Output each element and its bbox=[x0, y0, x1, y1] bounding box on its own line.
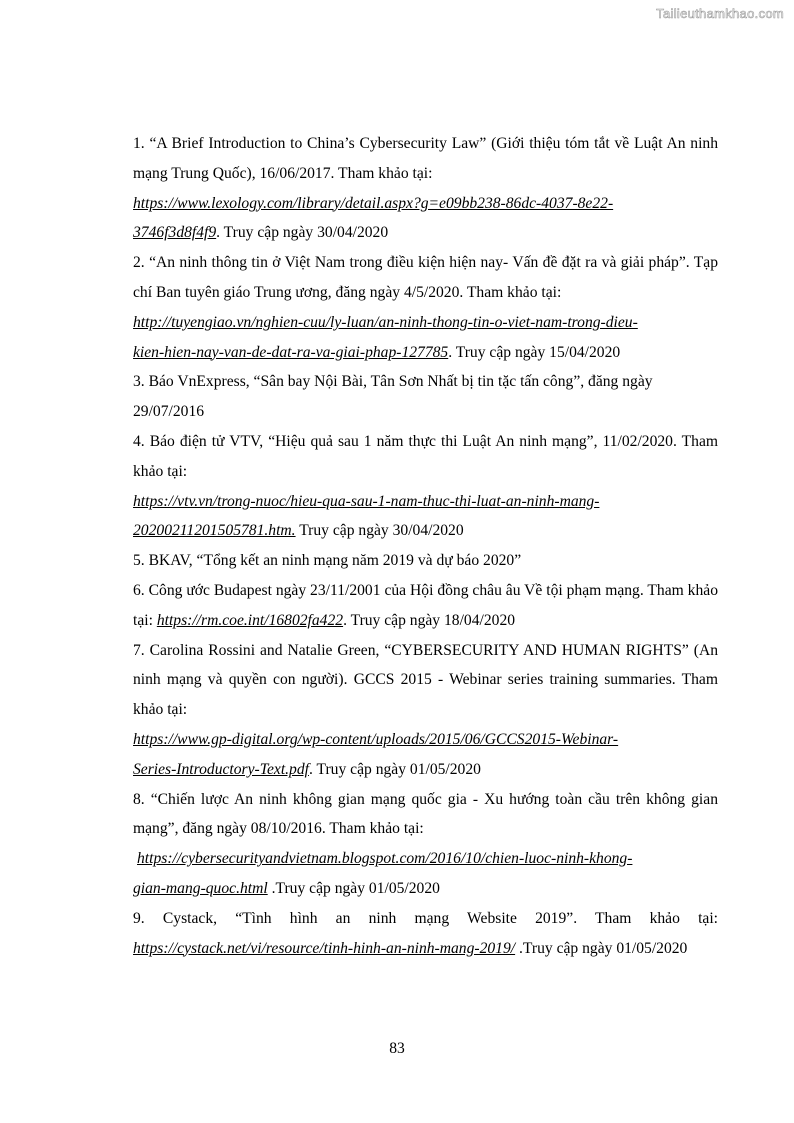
reference-text: 7. Carolina Rossini and Natalie Green, “CYBERSECURITY AND HUMAN RIGHTS” (An ninh mạng và quyền con người). GCCS 2015 - Webinar series training summaries. Tham khảo tại: bbox=[133, 641, 718, 719]
access-date: .Truy cập ngày 01/05/2020 bbox=[515, 939, 688, 957]
reference-link[interactable]: https://www.lexology.com/library/detail.aspx?g=e09bb238-86dc-4037-8e22- bbox=[133, 194, 614, 212]
reference-text: 3. Báo VnExpress, “Sân bay Nội Bài, Tân Sơn Nhất bị tin tặc tấn công”, đăng ngày 29/07/2016 bbox=[133, 373, 653, 421]
reference-link-continued[interactable]: 20200211201505781.htm. bbox=[133, 522, 296, 540]
access-date: . Truy cập ngày 01/05/2020 bbox=[308, 760, 481, 778]
reference-link-continued[interactable]: gian-mang-quoc.html bbox=[133, 879, 268, 897]
reference-item-2 bbox=[133, 248, 718, 367]
reference-link[interactable]: https://vtv.vn/trong-nuoc/hieu-qua-sau-1-nam-thuc-thi-luat-an-ninh-mang- bbox=[133, 492, 600, 510]
page-number: 83 bbox=[389, 1040, 405, 1057]
reference-text: 4. Báo điện tử VTV, “Hiệu quả sau 1 năm thực thi Luật An ninh mạng”, 11/02/2020. Tham khảo tại: bbox=[133, 432, 718, 480]
reference-item-8 bbox=[133, 785, 718, 904]
reference-text: 8. “Chiến lược An ninh không gian mạng quốc gia - Xu hướng toàn cầu trên không gian mạng”, đăng ngày 08/10/2016. Tham khảo tại: bbox=[133, 790, 718, 838]
reference-item-5 bbox=[133, 546, 718, 576]
access-date: .Truy cập ngày 01/05/2020 bbox=[267, 879, 440, 897]
reference-link[interactable]: https://www.gp-digital.org/wp-content/uploads/2015/06/GCCS2015-Webinar- bbox=[133, 730, 619, 748]
reference-text: 9. Cystack, “Tình hình an ninh mạng Website 2019”. Tham khảo tại: bbox=[133, 909, 718, 927]
reference-item-1 bbox=[133, 129, 718, 248]
reference-text: 6. Công ước Budapest ngày 23/11/2001 của Hội đồng châu âu Về tội phạm mạng. Tham khảo tại: bbox=[133, 581, 718, 629]
access-date: . Truy cập ngày 30/04/2020 bbox=[216, 224, 389, 242]
site-watermark: Tailieuthamkhao.com bbox=[656, 6, 784, 21]
reference-link[interactable]: https://cystack.net/vi/resource/tinh-hinh-an-ninh-mang-2019/ bbox=[133, 939, 516, 957]
reference-item-3 bbox=[133, 367, 718, 427]
reference-link[interactable]: https://cybersecurityandvietnam.blogspot.com/2016/10/chien-luoc-ninh-khong- bbox=[137, 850, 633, 868]
reference-list bbox=[133, 129, 718, 963]
access-date: Truy cập ngày 30/04/2020 bbox=[295, 522, 464, 540]
reference-link[interactable]: https://rm.coe.int/16802fa422 bbox=[156, 611, 344, 629]
reference-text: 5. BKAV, “Tổng kết an ninh mạng năm 2019 và dự báo 2020” bbox=[133, 552, 522, 570]
access-date: . Truy cập ngày 18/04/2020 bbox=[343, 611, 516, 629]
reference-link-continued[interactable]: 3746f3d8f4f9 bbox=[133, 224, 217, 242]
reference-link-continued[interactable]: kien-hien-nay-van-de-dat-ra-va-giai-phap-127785 bbox=[133, 343, 449, 361]
access-date: . Truy cập ngày 15/04/2020 bbox=[448, 343, 621, 361]
reference-item-6 bbox=[133, 576, 718, 636]
reference-text: 2. “An ninh thông tin ở Việt Nam trong điều kiện hiện nay- Vấn đề đặt ra và giải pháp”. Tạp chí Ban tuyên giáo Trung ương, đăng ngày 4/5/2020. Tham khảo tại: bbox=[133, 254, 718, 301]
reference-item-9 bbox=[133, 904, 718, 964]
reference-item-4 bbox=[133, 427, 718, 546]
reference-link-continued[interactable]: Series-Introductory-Text.pdf bbox=[133, 760, 309, 778]
reference-link[interactable]: http://tuyengiao.vn/nghien-cuu/ly-luan/an-ninh-thong-tin-o-viet-nam-trong-dieu- bbox=[133, 313, 638, 331]
reference-item-7 bbox=[133, 636, 718, 785]
reference-text: 1. “A Brief Introduction to China’s Cybersecurity Law” (Giới thiệu tóm tắt về Luật An ninh mạng Trung Quốc), 16/06/2017. Tham khảo tại: bbox=[133, 135, 718, 182]
